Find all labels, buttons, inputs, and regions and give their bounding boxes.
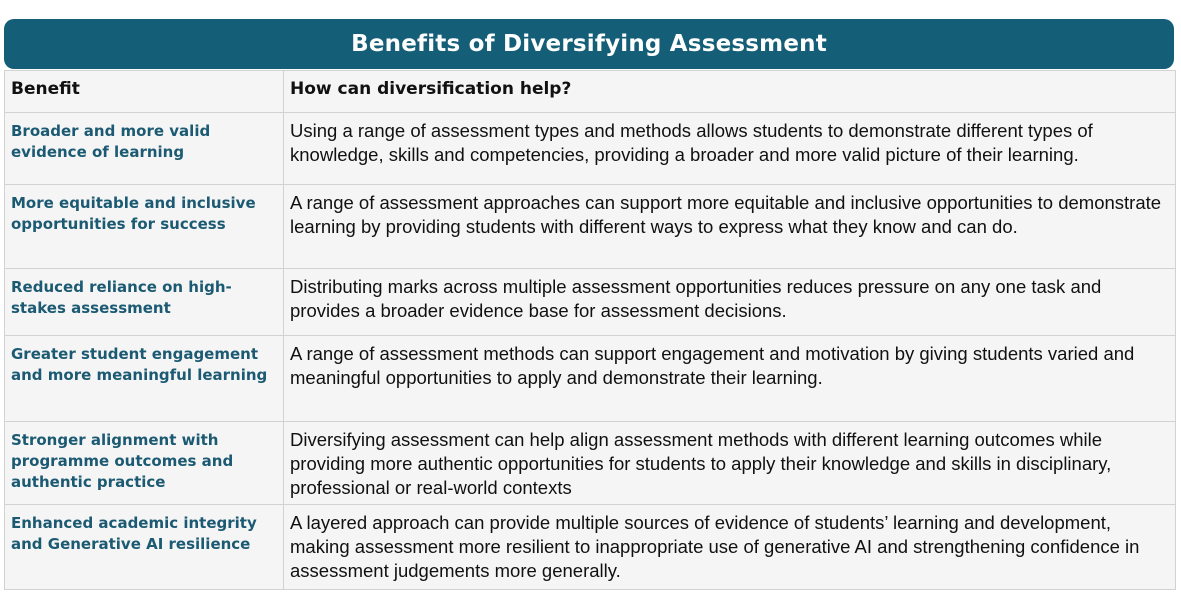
benefit-cell: Enhanced academic integrity and Generative AI resilience xyxy=(5,505,284,590)
benefit-cell: Stronger alignment with programme outcomes and authentic practice xyxy=(5,422,284,505)
table-row xyxy=(5,336,1176,422)
help-cell: A layered approach can provide multiple sources of evidence of students’ learning and development, making assessment more resilient to inappropriate use of generative AI and strengthening confidence in assessment judgements more generally. xyxy=(284,505,1176,590)
title-banner xyxy=(4,19,1174,69)
benefit-cell: More equitable and inclusive opportunities for success xyxy=(5,185,284,269)
table-row xyxy=(5,422,1176,505)
column-header-benefit: Benefit xyxy=(5,71,284,113)
benefit-cell: Reduced reliance on high-stakes assessment xyxy=(5,269,284,336)
table-row xyxy=(5,269,1176,336)
help-cell: Distributing marks across multiple assessment opportunities reduces pressure on any one task and provides a broader evidence base for assessment decisions. xyxy=(284,269,1176,336)
table-row xyxy=(5,113,1176,185)
benefit-cell: Greater student engagement and more meaningful learning xyxy=(5,336,284,422)
column-header-how-help: How can diversification help? xyxy=(284,71,1176,113)
help-cell: Using a range of assessment types and methods allows students to demonstrate different types of knowledge, skills and competencies, providing a broader and more valid picture of their learning. xyxy=(284,113,1176,185)
benefit-cell: Broader and more valid evidence of learning xyxy=(5,113,284,185)
table-row xyxy=(5,185,1176,269)
table-row xyxy=(5,505,1176,590)
benefits-table xyxy=(4,70,1176,590)
help-cell: A range of assessment approaches can support more equitable and inclusive opportunities to demonstrate learning by providing students with different ways to express what they know and can do. xyxy=(284,185,1176,269)
table-header-row xyxy=(5,71,1176,113)
page-title: Benefits of Diversifying Assessment xyxy=(351,31,827,57)
help-cell: Diversifying assessment can help align assessment methods with different learning outcomes while providing more authentic opportunities for students to apply their knowledge and skills in disciplinary, professional or real-world contexts xyxy=(284,422,1176,505)
help-cell: A range of assessment methods can support engagement and motivation by giving students varied and meaningful opportunities to apply and demonstrate their learning. xyxy=(284,336,1176,422)
